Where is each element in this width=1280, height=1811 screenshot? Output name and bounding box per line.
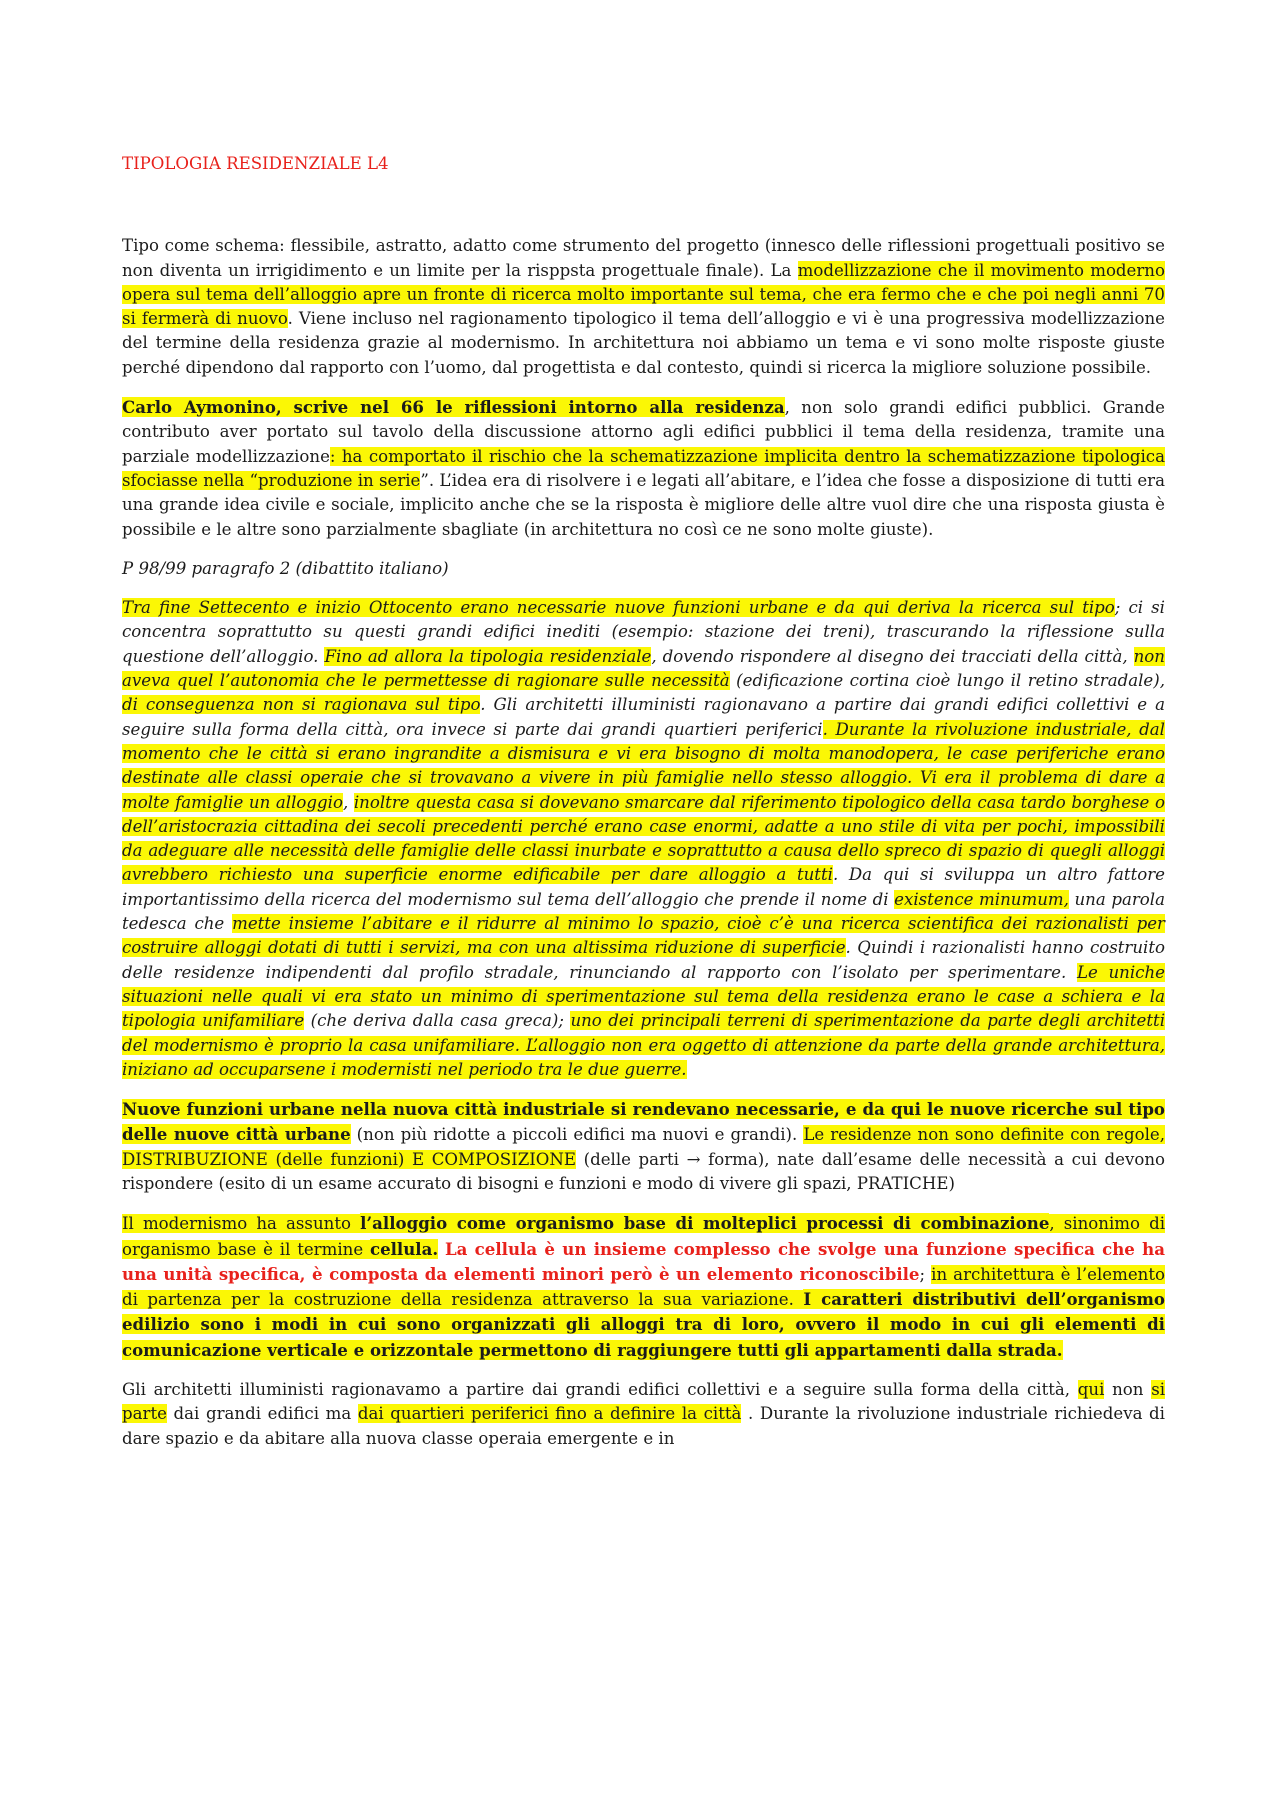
highlighted-text: inoltre questa casa si dovevano smarcare dal riferimento tipologico della casa tardo borghese o dell’aristocrazia cittadina dei secoli precedenti perché erano case enormi, adatte a uno stile di vita per pochi, impossibili da adeguare alle necessità delle famiglie delle classi inurbate e soprattutto a causa dello spreco di spazio di quegli alloggi avrebbero richiesto una superficie enorme edificabile per dare alloggio a tutti [122, 792, 1165, 885]
highlighted-text: Le residenze non sono definite con regole, DISTRIBUZIONE (delle funzioni) E COMPOSIZIONE [122, 1125, 1165, 1169]
highlighted-text: qui [1077, 1380, 1105, 1400]
highlighted-text: mette insieme l’abitare e il ridurre al minimo lo spazio, cioè c’è una ricerca scientifica dei razionalisti per costruire alloggi dotati di tutti i servizi, ma con una altissima riduzione di superficie [122, 914, 1165, 958]
text-run: (che deriva dalla casa greca); [304, 1011, 571, 1031]
highlighted-text: . Durante la rivoluzione industriale, dal momento che le città si erano ingrandite a dismisura e vi era bisogno di molta manodopera, le case periferiche erano destinate alle classi operaie che si trovavano a vivere in più famiglie nello stesso alloggio. Vi era il problema di dare a molte famiglie un alloggio [122, 719, 1165, 812]
text-run: . Durante la rivoluzione industriale richiedeva di dare spazio e da abitare alla nuova classe operaia emergente e in [122, 1404, 1165, 1448]
highlighted-text: , sinonimo di organismo base è il termine [122, 1214, 1165, 1259]
text-run: (non più ridotte a piccoli edifici ma nuovi e grandi). [350, 1125, 804, 1145]
text-run: , dovendo rispondere al disegno dei tracciati della città, [651, 646, 1134, 666]
highlighted-text: l’alloggio come organismo base di molteplici processi di combinazione [360, 1213, 1050, 1234]
red-emphasis-text: La cellula è un insieme complesso che svolge una funzione specifica che ha una unità specifica, è composta da elementi minori però è un elemento riconoscibile [122, 1238, 1165, 1284]
text-run: , non solo grandi edifici pubblici. Grande contributo aver portato sul tavolo della discussione attorno agli edifici pubblici il tema della residenza, tramite una parziale modellizzazione [122, 398, 1165, 466]
text-run [438, 1240, 445, 1259]
paragraph [122, 1097, 1165, 1196]
highlighted-text: cellula. [369, 1238, 439, 1259]
paragraph [122, 557, 1165, 581]
text-run: . Quindi i razionalisti hanno costruito delle residenze indipendenti dal profilo stradale, rinunciando al rapporto con l’isolato per sperimentare. [122, 938, 1165, 982]
document-body [122, 152, 1165, 1466]
paragraph [122, 395, 1165, 542]
highlighted-text: in architettura è l’elemento di partenza per la costruzione della residenza attraverso la sua variazione. [122, 1264, 1165, 1310]
paragraph [122, 1378, 1165, 1451]
paragraph [122, 596, 1165, 1082]
highlighted-text: existence minumum, [894, 889, 1069, 909]
text-run: (edificazione cortina cioè lungo il retino stradale), [729, 671, 1165, 691]
highlighted-text: Carlo Aymonino, scrive nel 66 le riflessioni intorno alla residenza [122, 397, 785, 418]
highlighted-text: Tra fine Settecento e inizio Ottocento erano necessarie nuove funzioni urbane e da qui deriva la ricerca sul tipo [122, 598, 1115, 618]
text-run: dai grandi edifici ma [166, 1404, 358, 1424]
text-run: P 98/99 paragrafo 2 (dibattito italiano) [122, 558, 449, 578]
text-run: . Gli architetti illuministi ragionavano a partire dai grandi edifici collettivi e a seguire sulla forma della città, ora invece si parte dai grandi quartieri periferici [122, 695, 1165, 739]
paragraph [122, 1211, 1165, 1363]
text-run: ; ci si concentra soprattutto su questi grandi edifici inediti (esempio: stazione dei treni), trascurando la riflessione sulla questione dell’alloggio. [122, 598, 1165, 666]
highlighted-text: si parte [122, 1380, 1166, 1424]
highlighted-text: uno dei principali terreni di sperimentazione da parte degli architetti del modernismo è proprio la casa unifamiliare. L’alloggio non era oggetto di attenzione da parte della grande architettura, iniziano ad occuparsene i modernisti nel periodo tra le due guerre. [122, 1011, 1166, 1079]
highlighted-text: modellizzazione che il movimento moderno opera sul tema dell’alloggio apre un fronte di ricerca molto importante sul tema, che era fermo che e che poi negli anni 70 si fermerà di nuovo [122, 260, 1165, 329]
text-run: ; [919, 1264, 932, 1284]
highlighted-text: Il modernismo ha assunto [122, 1214, 361, 1234]
highlighted-text: di conseguenza non si ragionava sul tipo [122, 695, 481, 715]
text-run: una parola tedesca che [122, 889, 1165, 934]
text-run: non [1104, 1380, 1152, 1400]
text-run: ”. L’idea era di risolvere i e legati all’abitare, e l’idea che fosse a disposizione di tutti era una grande idea civile e sociale, implicito anche che se la risposta è migliore delle altre vuol dire che una risposta giusta è possibile e le altre sono parzialmente sbagliate (in architettura no così ce ne sono molte giuste). [122, 470, 1166, 539]
document-title: TIPOLOGIA RESIDENZIALE L4 [122, 154, 389, 173]
highlighted-text: : ha comportato il rischio che la schematizzazione implicita dentro la schematizzazione tipologica sfociasse nella “produzione in serie [122, 446, 1165, 490]
paragraph [122, 234, 1165, 380]
highlighted-text: non aveva quel l’autonomia che le permettesse di ragionare sulle necessità [122, 646, 1165, 691]
text-run: , [342, 792, 354, 812]
highlighted-text: dai quartieri periferici fino a definire la città [357, 1404, 742, 1424]
text-run: (delle parti → forma), nate dall’esame delle necessità a cui devono rispondere (esito di un esame accurato di bisogni e funzioni e modo di vivere gli spazi, PRATICHE) [122, 1149, 1165, 1193]
paragraph-list [122, 234, 1165, 1451]
highlighted-text: Nuove funzioni urbane nella nuova città industriale si rendevano necessarie, e da qui le nuove ricerche sul tipo delle nuove città urbane [122, 1099, 1165, 1145]
highlighted-text: I caratteri distributivi dell’organismo edilizio sono i modi in cui sono organizzati gli alloggi tra di loro, ovvero il modo in cui gli elementi di comunicazione verticale e orizzontale permettono di raggiungere tutti gli appartamenti dalla strada. [122, 1289, 1165, 1360]
highlighted-text: Le uniche situazioni nelle quali vi era stato un minimo di sperimentazione sul tema della residenza erano le case a schiera e la tipologia unifamiliare [122, 962, 1165, 1031]
text-run: Tipo come schema: flessibile, astratto, adatto come strumento del progetto (innesco delle riflessioni progettuali positivo se non diventa un irrigidimento e un limite per la risppsta progettuale finale). La [122, 236, 1165, 280]
text-run: Gli architetti illuministi ragionavamo a partire dai grandi edifici collettivi e a seguire sulla forma della città, [122, 1380, 1078, 1400]
highlighted-text: Fino ad allora la tipologia residenziale [324, 646, 652, 666]
text-run: . Viene incluso nel ragionamento tipologico il tema dell’alloggio e vi è una progressiva modellizzazione del termine della residenza grazie al modernismo. In architettura noi abbiamo un tema e vi sono molte risposte giuste perché dipendono dal rapporto con l’uomo, dal progettista e dal contesto, quindi si ricerca la migliore soluzione possibile. [122, 309, 1165, 377]
text-run: . Da qui si sviluppa un altro fattore importantissimo della ricerca del modernismo sul tema dell’alloggio che prende il nome di [122, 865, 1165, 909]
